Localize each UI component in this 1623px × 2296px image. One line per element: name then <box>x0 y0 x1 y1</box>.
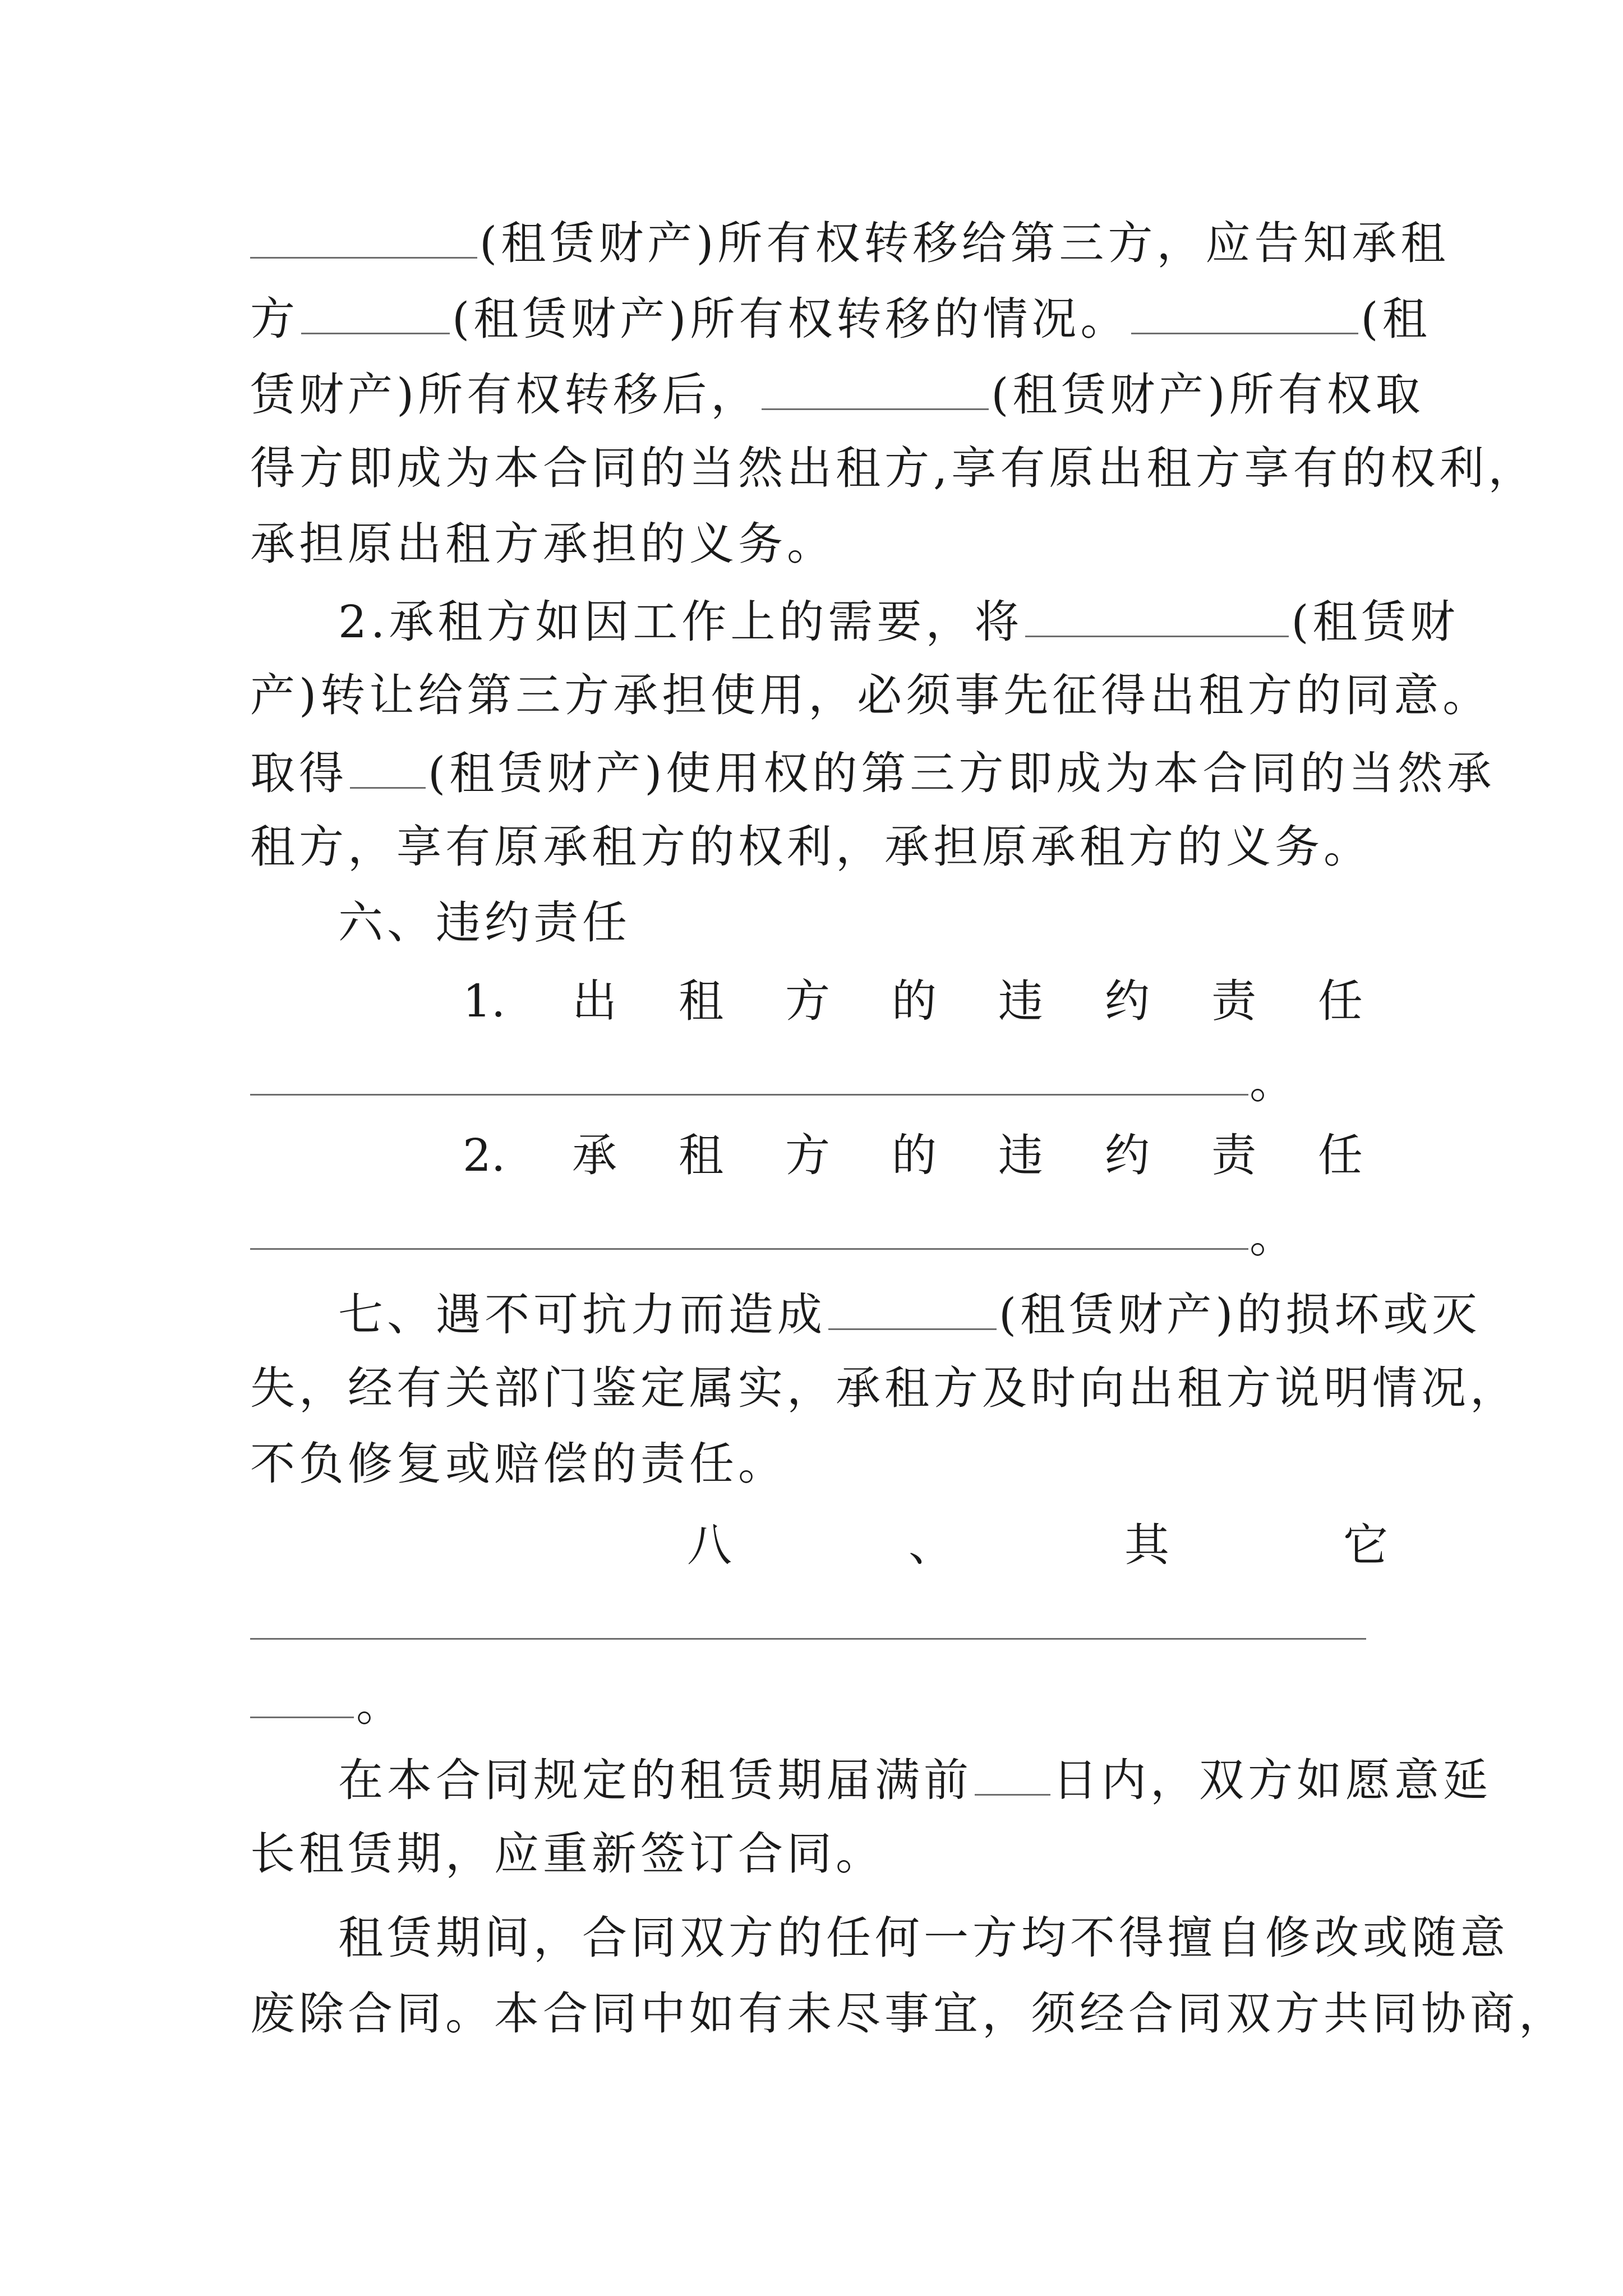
fill-blank <box>250 1717 354 1718</box>
text-run: 2.承租方如因工作上的需要，将 <box>338 596 1023 648</box>
text-run: (租赁财产)所有权转移给第三方，应告知承租 <box>479 217 1450 269</box>
paragraph-line <box>338 1750 1492 1806</box>
paragraph-line <box>250 1360 1519 1416</box>
fill-blank <box>828 1285 997 1330</box>
spread-word: 责 <box>1211 1129 1256 1181</box>
text-run: (租赁财 <box>1291 596 1459 648</box>
paragraph-line <box>250 1826 1389 1882</box>
paragraph-line <box>250 440 1537 496</box>
text-run: 长租赁期，应重新签订合同。 <box>250 1828 884 1880</box>
spread-word: 任 <box>1318 1129 1363 1181</box>
text-run: 产)转让给第三方承担使用，必须事先征得出租方的同意。 <box>250 669 1492 721</box>
fill-blank <box>301 289 450 334</box>
fill-blank <box>250 1248 1248 1250</box>
spread-word: 2. <box>463 1129 506 1181</box>
text-run: 废除合同。本合同中如有未尽事宜，须经合同双方共同协商， <box>250 1987 1567 2040</box>
spread-word: 租 <box>679 975 723 1027</box>
text-run: 方 <box>250 293 299 345</box>
text-run: 租赁期间，合同双方的任何一方均不得擅自修改或随意 <box>338 1912 1509 1964</box>
fill-blank <box>250 1094 1248 1096</box>
text-run: 赁财产)所有权转移后， <box>250 369 760 421</box>
spread-word: 的 <box>892 975 937 1027</box>
spread-word: 1. <box>463 975 506 1027</box>
fill-blank <box>250 213 477 259</box>
paragraph-line <box>250 213 1450 269</box>
spread-word: 方 <box>785 1129 830 1181</box>
spread-word: 约 <box>1105 1129 1150 1181</box>
spread-word: 承 <box>572 1129 617 1181</box>
text-run: 七、遇不可抗力而造成 <box>338 1289 826 1341</box>
paragraph-line <box>338 1910 1509 1966</box>
period: 。 <box>1249 1211 1294 1263</box>
paragraph-line <box>338 1285 1481 1341</box>
text-run: 日内，双方如愿意延 <box>1053 1754 1492 1806</box>
period: 。 <box>356 1679 401 1731</box>
paragraph-line <box>250 516 1389 572</box>
spread-word: 其 <box>1124 1519 1169 1571</box>
period: 。 <box>1249 1056 1294 1108</box>
text-run: 不负修复或赔偿的责任。 <box>250 1438 787 1490</box>
spread-word: 的 <box>892 1129 937 1181</box>
spread-word: 它 <box>1343 1519 1388 1571</box>
text-run: (租赁财产)使用权的第三方即成为本合同的当然承 <box>428 747 1496 799</box>
section-title <box>338 895 1389 951</box>
spread-word: 责 <box>1211 975 1256 1027</box>
paragraph-line <box>250 743 1496 799</box>
spread-word: 、 <box>909 1519 953 1571</box>
fill-blank <box>350 743 426 789</box>
spread-word: 租 <box>679 1129 723 1181</box>
paragraph-line <box>250 1436 1389 1492</box>
paragraph-line <box>338 592 1459 648</box>
fill-blank <box>250 1638 1366 1640</box>
fill-blank <box>762 365 989 410</box>
paragraph-line <box>250 289 1431 345</box>
spread-word: 违 <box>998 975 1043 1027</box>
spread-word: 方 <box>785 975 830 1027</box>
fill-blank <box>975 1750 1050 1796</box>
spread-word: 约 <box>1105 975 1150 1027</box>
text-run: (租赁财产)的损坏或灭 <box>999 1289 1481 1341</box>
text-run: 六、违约责任 <box>338 896 631 949</box>
text-run: 取得 <box>250 747 348 799</box>
paragraph-line <box>250 1986 1567 2042</box>
spread-word: 违 <box>998 1129 1043 1181</box>
paragraph-line <box>250 819 1389 875</box>
text-run: 得方即成为本合同的当然出租方,享有原出租方享有的权利， <box>250 442 1537 494</box>
paragraph-line <box>250 365 1424 421</box>
spread-word: 出 <box>572 975 617 1027</box>
text-run: (租 <box>1361 293 1431 345</box>
text-run: (租赁财产)所有权转移的情况。 <box>452 293 1129 345</box>
fill-blank <box>1131 289 1358 334</box>
spread-word: 任 <box>1318 975 1363 1027</box>
fill-blank <box>1025 592 1289 637</box>
text-run: 承担原出租方承担的义务。 <box>250 518 836 570</box>
spread-word: 八 <box>687 1519 732 1571</box>
text-run: 租方，享有原承租方的权利，承担原承租方的义务。 <box>250 821 1372 873</box>
text-run: 失，经有关部门鉴定属实，承租方及时向出租方说明情况， <box>250 1362 1519 1414</box>
paragraph-line <box>250 668 1492 724</box>
text-run: (租赁财产)所有权取 <box>991 369 1424 421</box>
text-run: 在本合同规定的租赁期届满前 <box>338 1754 972 1806</box>
